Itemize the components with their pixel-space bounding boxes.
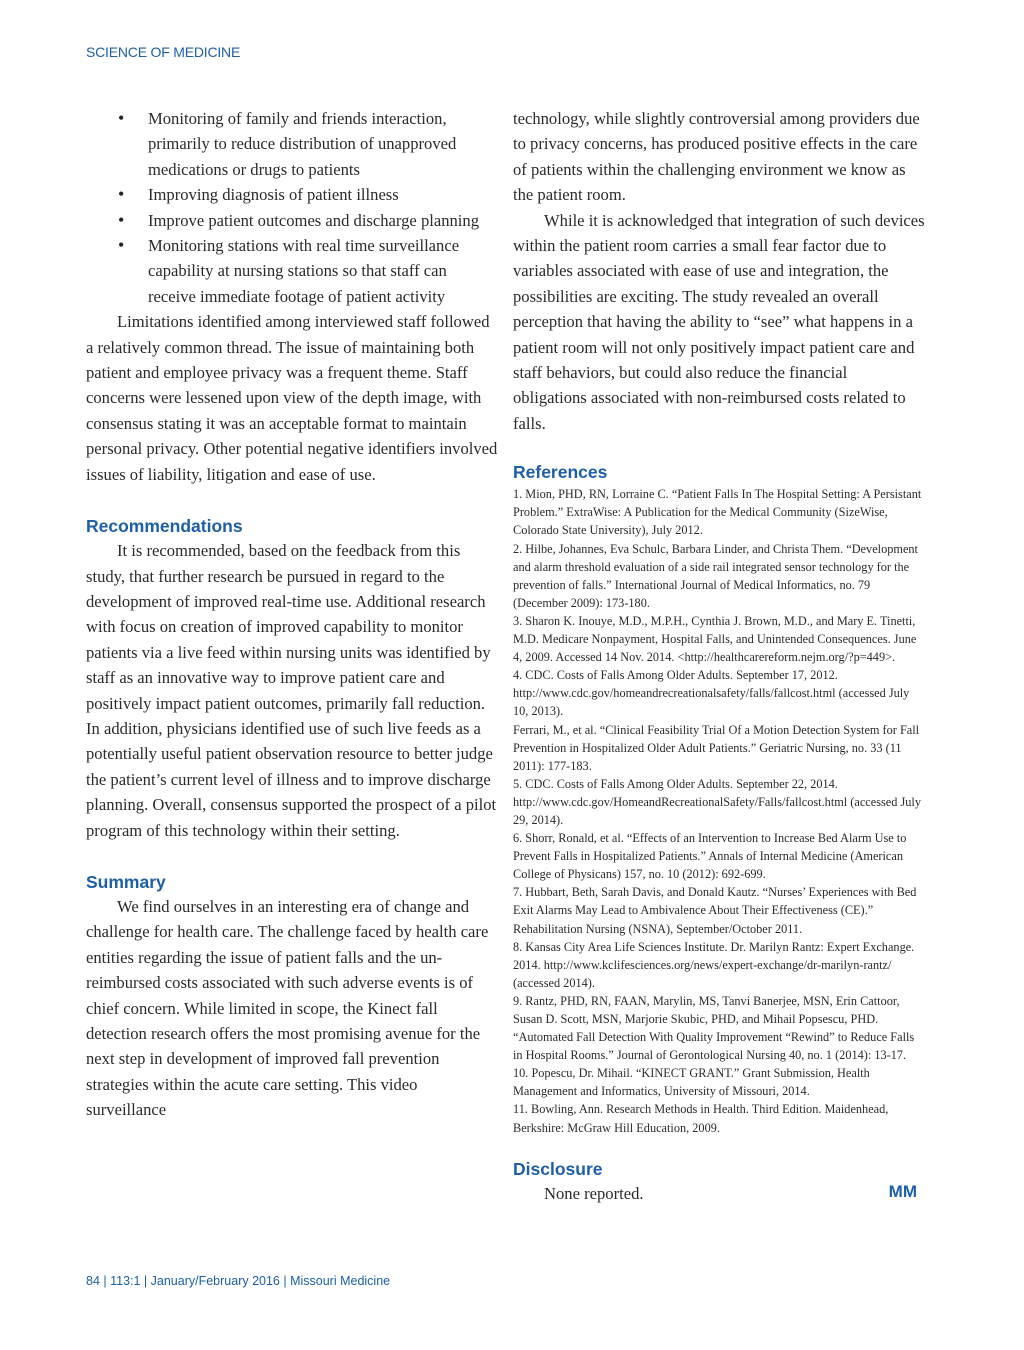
reference-item: 6. Shorr, Ronald, et al. “Effects of an Intervention to Increase Bed Alarm Use to Prevent Falls in Hospitalized Patients.” Annals of Internal Medicine (American College of Physicans) 157, no. 10 (2012): 692-699. (513, 831, 907, 882)
disclosure-heading: Disclosure (513, 1158, 603, 1179)
reference-item: 2. Hilbe, Johannes, Eva Schulc, Barbara Linder, and Christa Them. “Development and alarm threshold evaluation of a side rail integrated sensor technology for the prevention of falls.” International Journal of Medical Informatics, no. 79 (December 2009): 173-180. (513, 541, 918, 610)
limitations-paragraph: Limitations identified among interviewed staff followed a relatively common thread. The issue of maintaining both patient and employee privacy was a frequent theme. Staff concerns were lessened upon view of the depth image, with consensus stating it was an acceptable format to maintain personal privacy. Other potential negative identifiers involved issues of liability, litigation and ease of use. (86, 312, 498, 484)
reference-item: 9. Rantz, PHD, RN, FAAN, Marylin, MS, Tanvi Banerjee, MSN, Erin Cattoor, Susan D. Scott, MSN, Marjorie Skubic, PHD, and Mihail Popsescu, PHD. “Automated Fall Detection With Quality Improvement “Rewind” to Reduce Falls in Hospital Rooms.” Journal of Gerontological Nursing 40, no. 1 (2014): 13-17. (513, 993, 915, 1063)
disclosure-row (513, 1181, 925, 1206)
list-item: • Monitoring stations with real time surveillance capability at nursing stations so that staff can receive immediate footage of patient activity (86, 233, 498, 309)
recommendations-paragraph: It is recommended, based on the feedback from this study, that further research be pursued in regard to the development of improved real-time use. Additional research with focus on creation of improved capability to monitor patients via a live feed within nursing units was identified by staff as an innovative way to improve patient care and positively impact patient outcomes, primarily fall reduction. In addition, physicians identified use of such live feeds as a potentially useful patient observation resource to better judge the patient’s current level of illness and to improve discharge planning. Overall, consensus supported the prospect of a pilot program of this technology within their setting. (86, 541, 497, 840)
reference-item: 11. Bowling, Ann. Research Methods in Health. Third Edition. Maidenhead, Berkshire: McGraw Hill Education, 2009. (513, 1102, 889, 1135)
left-column (86, 106, 498, 1123)
reference-item: 10. Popescu, Dr. Mihail. “KINECT GRANT.” Grant Submission, Health Management and Informatics, University of Missouri, 2014. (513, 1066, 870, 1099)
end-mark-logo: MM (888, 1181, 917, 1201)
reference-item: 7. Hubbart, Beth, Sarah Davis, and Donald Kautz. “Nurses’ Experiences with Bed Exit Alarms May Lead to Ambivalence About Their Effectiveness (CE).” Rehabilitation Nursing (NSNA), September/October 2011. (513, 885, 917, 936)
reference-item: 1. Mion, PHD, RN, Lorraine C. “Patient Falls In The Hospital Setting: A Persistant Problem.” ExtraWise: A Publication for the Medical Community (SizeWise, Colorado State University), July 2012. (513, 487, 922, 538)
page-footer: 84 | 113:1 | January/February 2016 | Missouri Medicine (86, 1274, 391, 1288)
list-item: • Improving diagnosis of patient illness (86, 182, 498, 207)
list-item: • Improve patient outcomes and discharge planning (86, 208, 498, 233)
conclusion-paragraph: While it is acknowledged that integration of such devices within the patient room carries a small fear factor due to variables associated with ease of use and integration, the possibilities are exciting. The study revealed an overall perception that having the ability to “see” what happens in a patient room will not only positively impact patient care and staff behaviors, but could also reduce the financial obligations associated with non-reimbursed costs related to falls. (513, 210, 925, 433)
reference-item: 5. CDC. Costs of Falls Among Older Adults. September 22, 2014. http://www.cdc.gov/HomeandRecreationalSafety/Falls/fallcost.html (accessed July 29, 2014). (513, 776, 921, 827)
reference-item: Ferrari, M., et al. “Clinical Feasibility Trial Of a Motion Detection System for Fall Prevention in Hospitalized Older Adult Patients.” Geriatric Nursing, no. 33 (11 2011): 177-183. (513, 722, 920, 773)
running-head-section: SCIENCE OF MEDICINE (86, 44, 241, 60)
benefits-list (86, 106, 498, 309)
references-list (513, 485, 925, 1136)
disclosure-text: None reported. (544, 1183, 644, 1203)
summary-heading: Summary (86, 871, 166, 892)
references-heading: References (513, 462, 608, 483)
recommendations-heading: Recommendations (86, 516, 243, 537)
right-column (513, 106, 925, 1206)
continuation-paragraph: technology, while slightly controversial among providers due to privacy concerns, has produced positive effects in the care of patients within the challenging environment we know as the patient room. (513, 109, 920, 205)
reference-item: 8. Kansas City Area Life Sciences Institute. Dr. Marilyn Rantz: Expert Exchange. 2014. http://www.kclifesciences.org/news/expert-exchange/dr-marilyn-rantz/ (accessed 2014). (513, 939, 915, 990)
reference-item: 4. CDC. Costs of Falls Among Older Adults. September 17, 2012. http://www.cdc.gov/homeandrecreationalsafety/falls/fallcost.html (accessed July 10, 2013). (513, 668, 910, 719)
reference-item: 3. Sharon K. Inouye, M.D., M.P.H., Cynthia J. Brown, M.D., and Mary E. Tinetti, M.D. Medicare Nonpayment, Hospital Falls, and Unintended Consequences. June 4, 2009. Accessed 14 Nov. 2014. <http://healthcarereform.nejm.org/?p=449>. (513, 613, 917, 665)
summary-paragraph: We find ourselves in an interesting era of change and challenge for health care. The challenge faced by health care entities regarding the issue of patient falls and the un-reimbursed costs associated with such adverse events is of chief concern. While limited in scope, the Kinect fall detection research offers the most promising avenue for the next step in development of improved fall prevention strategies within the acute care setting. This video surveillance (86, 896, 489, 1120)
list-item: • Monitoring of family and friends interaction, primarily to reduce distribution of unapproved medications or drugs to patients (86, 106, 498, 182)
